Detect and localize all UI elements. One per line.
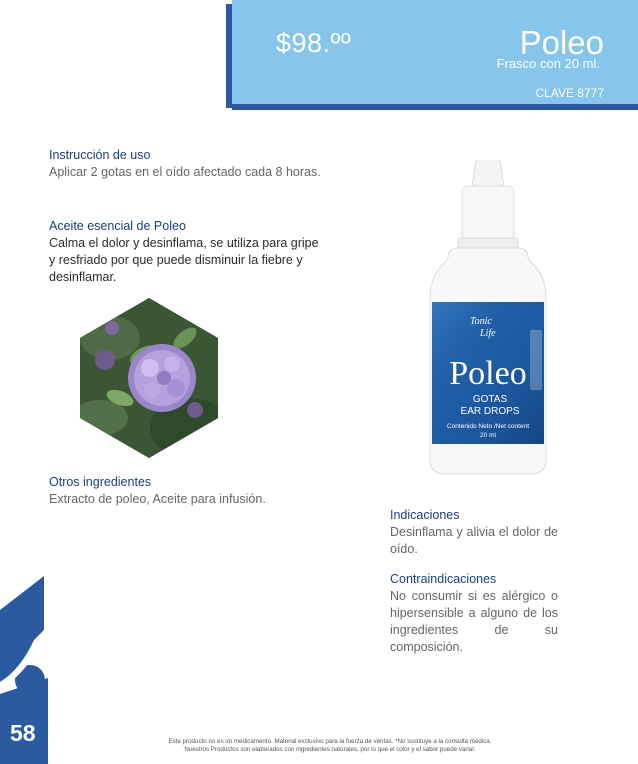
essential-oil-heading: Aceite esencial de Poleo [49, 219, 186, 233]
product-title: Poleo [519, 24, 604, 61]
usage-heading: Instrucción de uso [49, 148, 151, 162]
other-ingredients-heading: Otros ingredientes [49, 475, 152, 489]
product-code: CLAVE 8777 [535, 86, 604, 100]
label-line2: EAR DROPS [460, 406, 520, 417]
usage-text: Aplicar 2 gotas en el oído afectado cada 8 horas. [49, 165, 321, 179]
indications-text: Desinflama y alivia el dolor de oído. [390, 525, 558, 556]
contraindications-section [390, 571, 558, 656]
indications-section [390, 507, 558, 558]
product-price: $98.ºº [276, 28, 352, 58]
other-ingredients-section [49, 474, 329, 508]
page-number: 58 [10, 720, 36, 746]
indications-heading: Indicaciones [390, 508, 460, 522]
usage-section [49, 147, 329, 181]
label-brand-line1: Tonic [470, 316, 492, 327]
product-presentation: Frasco con 20 ml. [496, 56, 600, 71]
essential-oil-text: Calma el dolor y desinflama, se utiliza para gripe y resfriado por que puede disminuir la fiebre y desinflamar. [49, 236, 319, 284]
label-product-name: Poleo [449, 355, 527, 392]
other-ingredients-text: Extracto de poleo, Aceite para infusión. [49, 492, 266, 506]
product-bottle-image [418, 160, 558, 480]
essential-oil-section [49, 218, 319, 286]
pennyroyal-plant-image [80, 298, 218, 458]
label-brand-line2: Life [480, 328, 496, 339]
plant-illustration [80, 298, 218, 458]
footer-disclaimer [130, 738, 530, 754]
header-banner [232, 0, 638, 104]
label-content1: Contenido Neto /Net content [446, 423, 530, 430]
footer-line2: Nuestros Productos son elaborados con ingredientes naturales, por lo que el color y el sabor puede variar. [184, 746, 476, 753]
footer-line1: Este producto no es un medicamento. Material exclusivo para la fuerza de ventas. *No sustituye a la consulta médica. [168, 738, 492, 745]
label-content2: 20 ml [480, 432, 496, 439]
contraindications-heading: Contraindicaciones [390, 572, 497, 586]
contraindications-text: No consumir si es alérgico o hipersensible a alguno de los ingredientes de su composición. [390, 589, 558, 654]
label-line1: GOTAS [472, 394, 508, 405]
